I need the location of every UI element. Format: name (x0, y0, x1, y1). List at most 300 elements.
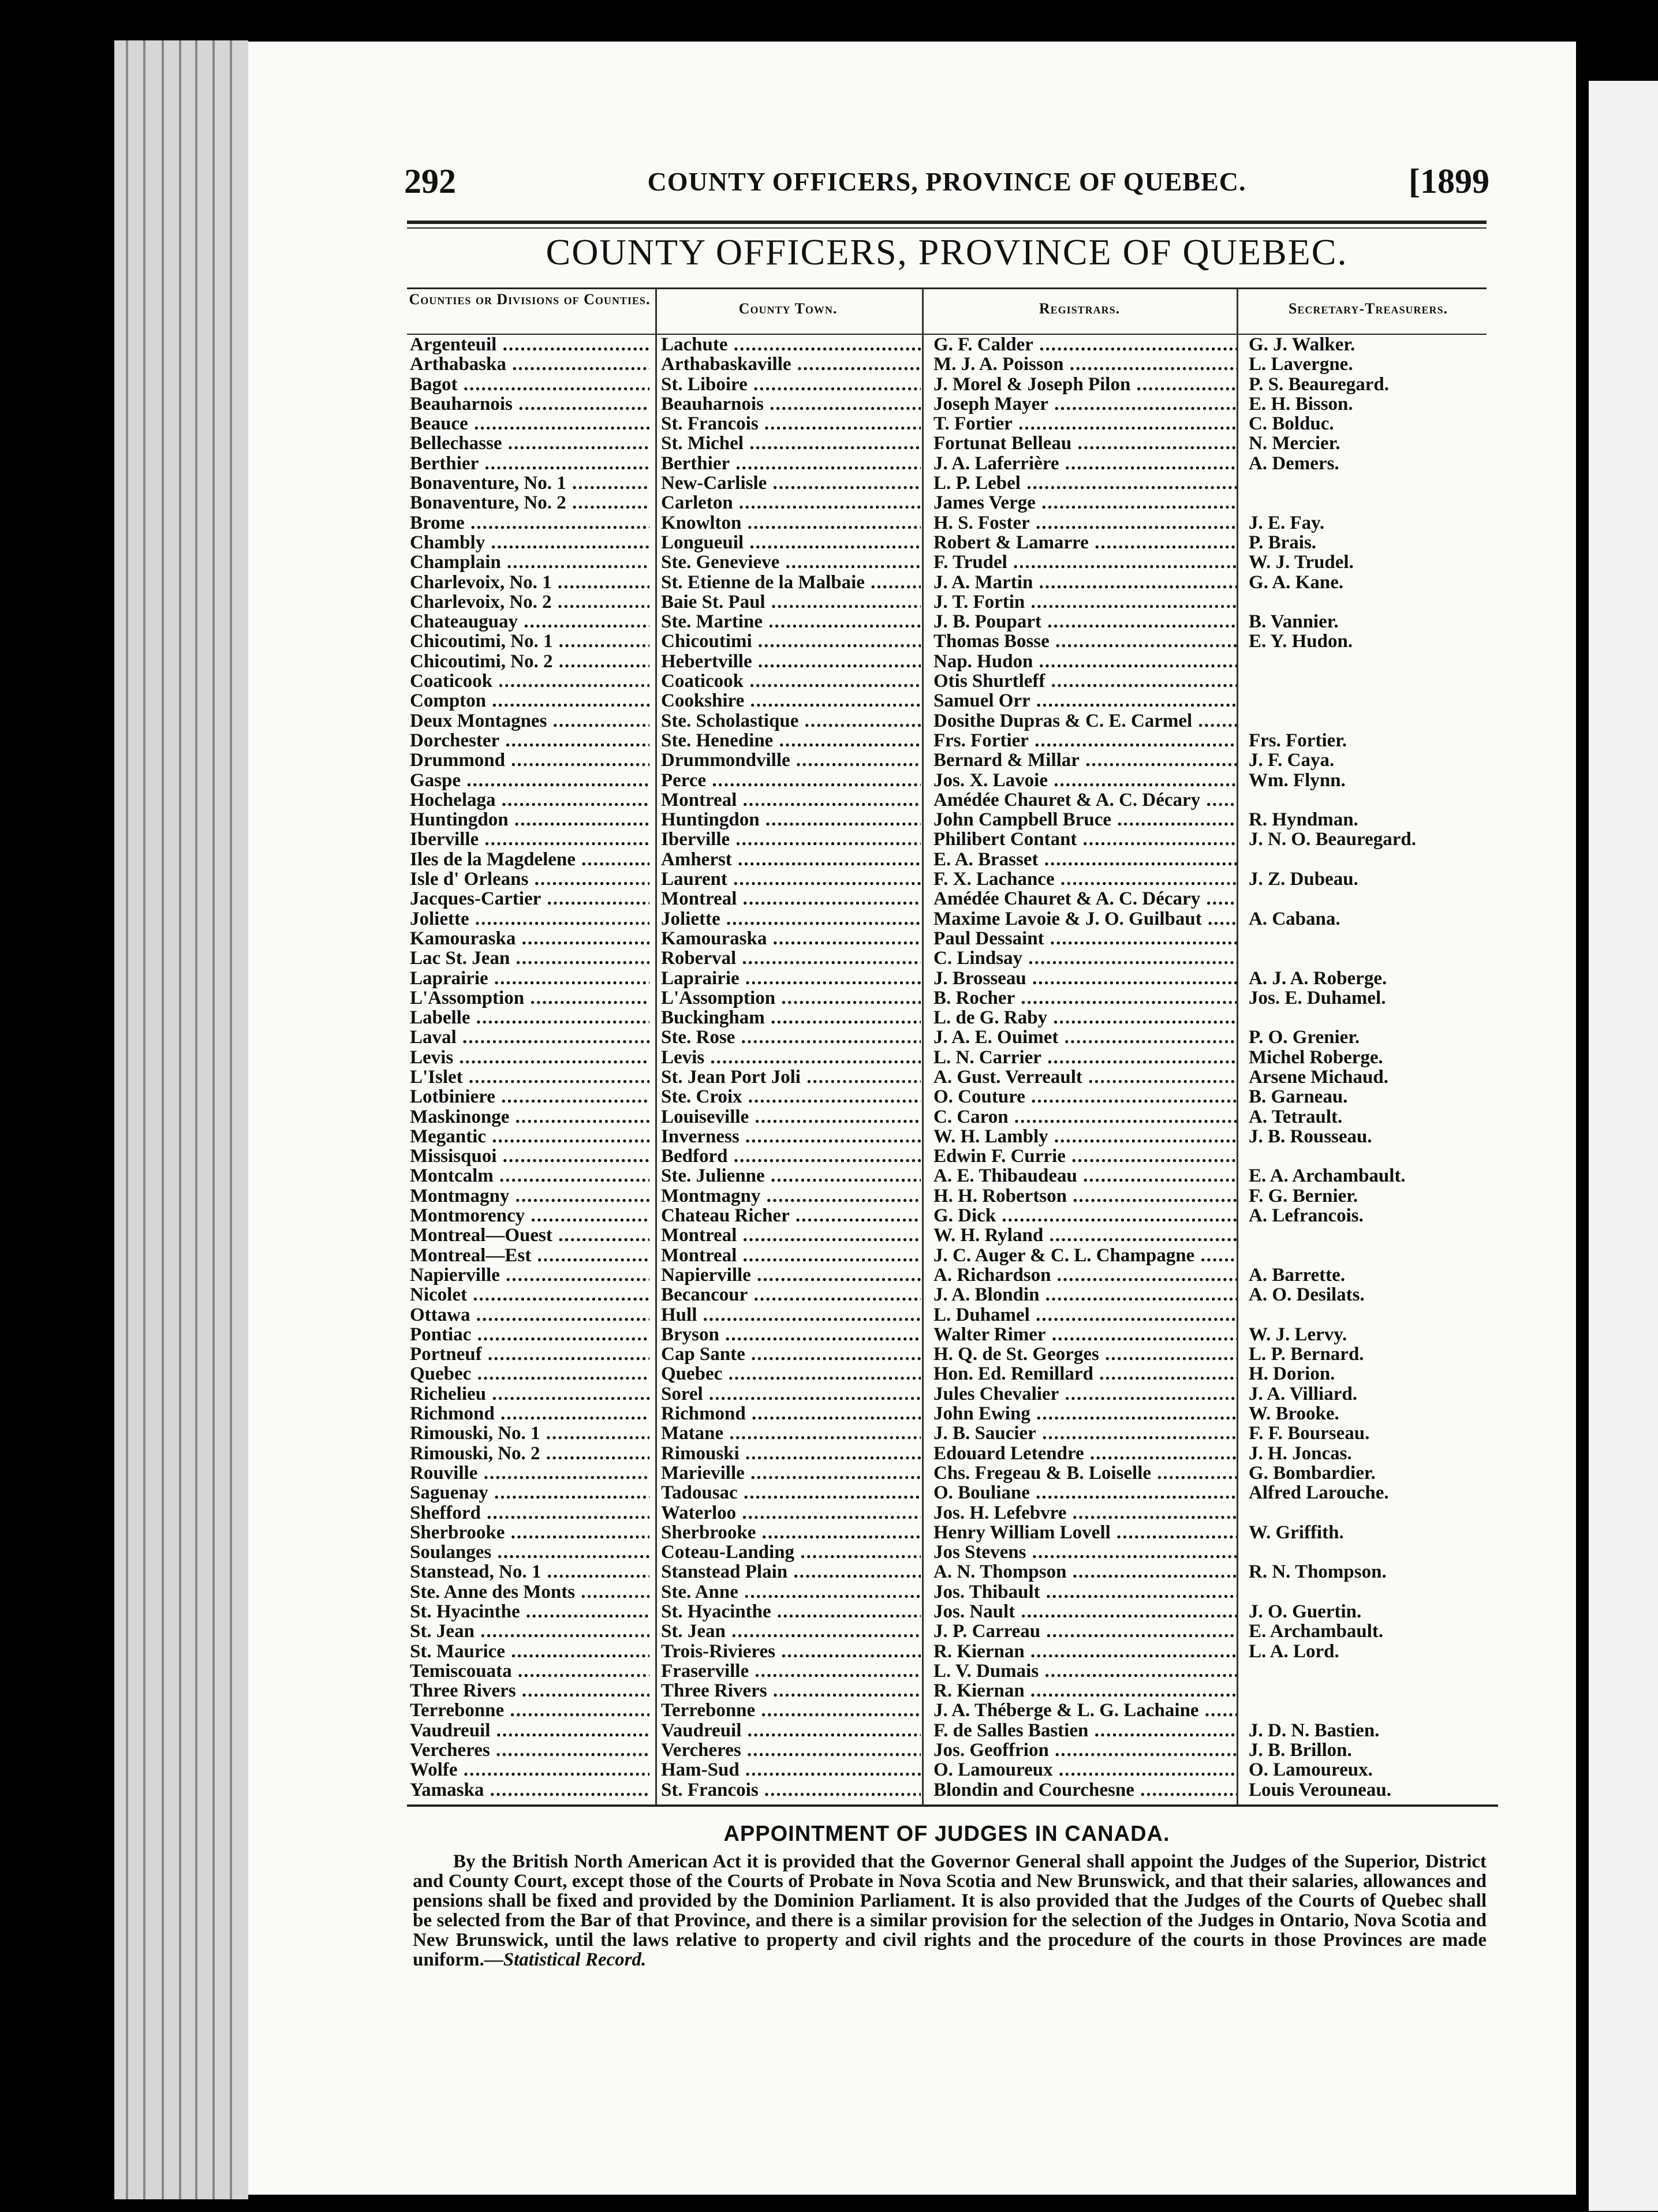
county-town: Ste. Julienne ..... (661, 1166, 921, 1186)
registrar-name: Jos. Nault ..... (933, 1602, 1237, 1621)
county-name: Joliette ..... (410, 909, 649, 929)
county-town: Three Rivers ..... (661, 1681, 921, 1701)
treasurer-name: E. Y. Hudon. (1249, 632, 1353, 652)
treasurer-name: Arsene Michaud. (1249, 1067, 1388, 1087)
table-row (407, 671, 1498, 691)
county-name: Kamouraska ..... (410, 929, 649, 948)
treasurer-name: W. J. Trudel. (1249, 552, 1354, 573)
registrar-name: C. Caron ..... (933, 1107, 1237, 1127)
county-name: Rimouski, No. 1 ..... (410, 1423, 649, 1443)
treasurer-name: J. Z. Dubeau. (1249, 869, 1358, 890)
registrar-name: Jos. H. Lefebvre ..... (933, 1503, 1237, 1523)
registrar-name: Paul Dessaint ..... (933, 929, 1237, 948)
registrar-name: J. A. Théberge & L. G. Lachaine ..... (933, 1701, 1237, 1720)
treasurer-name: G. Bombardier. (1249, 1463, 1376, 1483)
county-town: Waterloo ..... (661, 1503, 921, 1523)
county-town: Iberville ..... (661, 830, 921, 849)
county-town: St. Etienne de la Malbaie ..... (661, 573, 921, 592)
treasurer-name: Frs. Fortier. (1249, 730, 1347, 750)
registrar-name: J. Brosseau ..... (933, 969, 1237, 988)
column-header-registrar: Registrars. (1039, 300, 1121, 317)
treasurer-name: E. A. Archambault. (1249, 1166, 1406, 1186)
county-name: L'Islet ..... (410, 1067, 649, 1087)
treasurer-name: Jos. E. Duhamel. (1249, 988, 1386, 1008)
county-name: Portneuf ..... (410, 1344, 649, 1364)
table-row (407, 1701, 1498, 1720)
county-name: Chambly ..... (410, 533, 649, 552)
treasurer-name: A. J. A. Roberge. (1249, 968, 1387, 988)
registrar-name: J. C. Auger & C. L. Champagne ..... (933, 1246, 1237, 1265)
county-name: Huntingdon ..... (410, 810, 649, 830)
county-name: Levis ..... (410, 1048, 649, 1067)
table-row (407, 1602, 1498, 1621)
county-town: Stanstead Plain ..... (661, 1562, 921, 1582)
county-name: Montcalm ..... (410, 1166, 649, 1186)
registrar-name: Jos Stevens ..... (933, 1542, 1237, 1562)
county-town: Louiseville ..... (661, 1107, 921, 1127)
county-town: Vercheres ..... (661, 1740, 921, 1760)
county-town: Coaticook ..... (661, 671, 921, 691)
county-town: Trois-Rivieres ..... (661, 1642, 921, 1661)
registrar-name: H. Q. de St. Georges ..... (933, 1344, 1237, 1364)
table-row (407, 1305, 1498, 1325)
treasurer-name: G. A. Kane. (1249, 572, 1344, 592)
registrar-name: H. H. Robertson ..... (933, 1186, 1237, 1206)
treasurer-name: J. H. Joncas. (1249, 1443, 1352, 1463)
county-name: Rouville ..... (410, 1463, 649, 1483)
registrar-name: Amédée Chauret & A. C. Décary ..... (933, 889, 1237, 909)
county-town: Roberval ..... (661, 948, 921, 968)
registrar-name: F. X. Lachance ..... (933, 869, 1237, 889)
table-row (407, 909, 1498, 929)
table-row (407, 771, 1498, 790)
county-town: Chateau Richer ..... (661, 1206, 921, 1225)
table-row (407, 988, 1498, 1008)
table-row (407, 1186, 1498, 1206)
table-row (407, 414, 1498, 434)
column-header-town: County Town. (738, 300, 838, 317)
registrar-name: J. Morel & Joseph Pilon ..... (933, 375, 1237, 394)
county-name: St. Hyacinthe ..... (410, 1602, 649, 1621)
county-town: St. Hyacinthe ..... (661, 1602, 921, 1621)
table-row (407, 473, 1498, 493)
county-name: St. Jean ..... (410, 1621, 649, 1641)
county-name: Beauce ..... (410, 414, 649, 434)
county-town: Quebec ..... (661, 1364, 921, 1384)
registrar-name: R. Kiernan ..... (933, 1681, 1237, 1701)
table-row (407, 1760, 1498, 1780)
registrar-name: Maxime Lavoie & J. O. Guilbaut ..... (933, 909, 1237, 929)
treasurer-name: O. Lamoureux. (1249, 1760, 1373, 1780)
registrar-name: L. V. Dumais ..... (933, 1661, 1237, 1681)
county-name: Champlain ..... (410, 552, 649, 572)
county-name: Bonaventure, No. 1 ..... (410, 473, 649, 493)
county-name: Missisquoi ..... (410, 1146, 649, 1166)
table-row (407, 612, 1498, 632)
treasurer-name: L. Lavergne. (1249, 354, 1353, 375)
county-town: St. Francois ..... (661, 414, 921, 434)
year-label: [1899 (1409, 162, 1489, 200)
registrar-name: A. E. Thibaudeau ..... (933, 1166, 1237, 1186)
table-row (407, 1523, 1498, 1542)
table-row (407, 1087, 1498, 1107)
county-town: Montreal ..... (661, 889, 921, 909)
registrar-name: W. H. Lambly ..... (933, 1127, 1237, 1146)
county-name: Charlevoix, No. 1 ..... (410, 573, 649, 592)
county-name: Lotbiniere ..... (410, 1087, 649, 1107)
county-name: Montreal—Est ..... (410, 1246, 649, 1265)
header-rule-thin (407, 227, 1487, 229)
county-name: Nicolet ..... (410, 1285, 649, 1305)
county-town: Ste. Martine ..... (661, 612, 921, 632)
treasurer-name: Alfred Larouche. (1249, 1483, 1389, 1503)
county-town: Laprairie ..... (661, 969, 921, 988)
treasurer-name: J. A. Villiard. (1249, 1384, 1357, 1404)
table-row (407, 889, 1498, 909)
table-row (407, 1483, 1498, 1503)
table-row (407, 790, 1498, 810)
county-town: Matane ..... (661, 1423, 921, 1443)
section-title: APPOINTMENT OF JUDGES IN CANADA. (723, 1822, 1170, 1846)
treasurer-name: F. G. Bernier. (1249, 1186, 1358, 1206)
registrar-name: G. Dick ..... (933, 1206, 1237, 1225)
county-name: Montmorency ..... (410, 1206, 649, 1225)
county-name: Saguenay ..... (410, 1483, 649, 1503)
treasurer-name: P. S. Beauregard. (1249, 374, 1389, 394)
registrar-name: Hon. Ed. Remillard ..... (933, 1364, 1237, 1384)
registrar-name: B. Rocher ..... (933, 988, 1237, 1008)
county-town: Ste. Rose ..... (661, 1027, 921, 1047)
county-town: Ham-Sud ..... (661, 1760, 921, 1780)
county-name: Montreal—Ouest ..... (410, 1225, 649, 1245)
county-town: Vaudreuil ..... (661, 1721, 921, 1740)
table-row (407, 929, 1498, 948)
county-town: Fraserville ..... (661, 1661, 921, 1681)
county-town: Ste. Henedine ..... (661, 731, 921, 750)
table-row (407, 1423, 1498, 1443)
table-row (407, 750, 1498, 770)
county-town: L'Assomption ..... (661, 988, 921, 1008)
registrar-name: L. de G. Raby ..... (933, 1008, 1237, 1027)
registrar-name: Dosithe Dupras & C. E. Carmel ..... (933, 711, 1237, 731)
county-name: Drummond ..... (410, 750, 649, 770)
treasurer-name: W. Brooke. (1249, 1404, 1339, 1424)
county-town: Huntingdon ..... (661, 810, 921, 830)
registrar-name: Edouard Letendre ..... (933, 1444, 1237, 1463)
treasurer-name: A. Cabana. (1249, 909, 1340, 929)
table-row (407, 394, 1498, 414)
county-name: Montmagny ..... (410, 1186, 649, 1206)
treasurer-name: J. F. Caya. (1249, 750, 1335, 771)
table-row (407, 1681, 1498, 1701)
treasurer-name: W. Griffith. (1249, 1522, 1344, 1542)
registrar-name: J. B. Poupart ..... (933, 612, 1237, 632)
county-town: Ste. Croix ..... (661, 1087, 921, 1107)
county-name: Vaudreuil ..... (410, 1721, 649, 1740)
county-town: Sherbrooke ..... (661, 1523, 921, 1542)
county-name: Bellechasse ..... (410, 434, 649, 453)
county-name: Isle d' Orleans ..... (410, 869, 649, 889)
county-name: Beauharnois ..... (410, 394, 649, 414)
county-town: Ste. Scholastique ..... (661, 711, 921, 731)
registrar-name: Walter Rimer ..... (933, 1325, 1237, 1344)
table-row (407, 454, 1498, 473)
county-town: Cookshire ..... (661, 691, 921, 711)
registrar-name: R. Kiernan ..... (933, 1642, 1237, 1661)
county-town: Hull ..... (661, 1305, 921, 1325)
column-header-county: Counties or Divisions of Counties. (409, 291, 651, 308)
table-row (407, 1146, 1498, 1166)
treasurer-name: J. E. Fay. (1249, 513, 1325, 533)
treasurer-name: E. H. Bisson. (1249, 394, 1353, 414)
table-row (407, 731, 1498, 750)
county-name: Chicoutimi, No. 1 ..... (410, 632, 649, 651)
county-name: Sherbrooke ..... (410, 1523, 649, 1542)
county-name: Ottawa ..... (410, 1305, 649, 1325)
county-name: Maskinonge ..... (410, 1107, 649, 1127)
county-name: St. Maurice ..... (410, 1642, 649, 1661)
treasurer-name: R. N. Thompson. (1249, 1562, 1387, 1582)
county-town: Arthabaskaville ..... (661, 354, 921, 374)
table-row (407, 1008, 1498, 1027)
page-number: 292 (404, 162, 456, 200)
table-row (407, 1067, 1498, 1087)
table-row (407, 1562, 1498, 1582)
county-name: Iberville ..... (410, 830, 649, 849)
registrar-name: J. A. Laferrière ..... (933, 454, 1237, 473)
treasurer-name: Louis Verouneau. (1249, 1780, 1391, 1800)
table-row (407, 850, 1498, 869)
registrar-name: E. A. Brasset ..... (933, 850, 1237, 869)
treasurer-name: Wm. Flynn. (1249, 770, 1346, 790)
county-name: Terrebonne ..... (410, 1701, 649, 1720)
registrar-name: Jos. Geoffrion ..... (933, 1740, 1237, 1760)
county-name: Arthabaska ..... (410, 354, 649, 374)
running-header (404, 162, 1489, 208)
table-row (407, 1503, 1498, 1523)
county-name: Megantic ..... (410, 1127, 649, 1146)
county-name: Gaspe ..... (410, 771, 649, 790)
table-row (407, 1027, 1498, 1047)
registrar-name: L. N. Carrier ..... (933, 1048, 1237, 1067)
registrar-name: James Verge ..... (933, 493, 1237, 513)
county-town: Inverness ..... (661, 1127, 921, 1146)
county-name: Dorchester ..... (410, 731, 649, 750)
table-row (407, 1404, 1498, 1423)
county-town: St. Liboire ..... (661, 375, 921, 394)
registrar-name: Henry William Lovell ..... (933, 1523, 1237, 1542)
county-name: Compton ..... (410, 691, 649, 711)
treasurer-name: F. F. Bourseau. (1249, 1423, 1370, 1444)
registrar-name: G. F. Calder ..... (933, 335, 1237, 354)
registrar-name: Blondin and Courchesne ..... (933, 1780, 1237, 1800)
registrar-name: L. P. Lebel ..... (933, 473, 1237, 493)
table-row (407, 1048, 1498, 1067)
county-name: Labelle ..... (410, 1008, 649, 1027)
registrar-name: J. A. Martin ..... (933, 573, 1237, 592)
county-town: Bedford ..... (661, 1146, 921, 1166)
table-row (407, 533, 1498, 552)
table-top-rule (407, 287, 1487, 289)
section-paragraph (413, 1852, 1487, 1970)
table-row (407, 1206, 1498, 1225)
table-row (407, 1444, 1498, 1463)
county-town: Becancour ..... (661, 1285, 921, 1305)
registrar-name: J. T. Fortin ..... (933, 592, 1237, 612)
county-name: Wolfe ..... (410, 1760, 649, 1780)
treasurer-name: L. A. Lord. (1249, 1641, 1339, 1661)
county-town: Joliette ..... (661, 909, 921, 929)
table-row (407, 552, 1498, 572)
table-row (407, 1127, 1498, 1146)
registrar-name: Bernard & Millar ..... (933, 750, 1237, 770)
county-name: Hochelaga ..... (410, 790, 649, 810)
table-row (407, 1463, 1498, 1483)
county-town: Baie St. Paul ..... (661, 592, 921, 612)
county-town: Perce ..... (661, 771, 921, 790)
officers-table (407, 335, 1498, 1800)
table-row (407, 375, 1498, 394)
treasurer-name: A. O. Desilats. (1249, 1285, 1365, 1305)
table-row (407, 1582, 1498, 1602)
registrar-name: Jules Chevalier ..... (933, 1384, 1237, 1404)
county-name: Deux Montagnes ..... (410, 711, 649, 731)
registrar-name: Robert & Lamarre ..... (933, 533, 1237, 552)
county-name: Iles de la Magdelene ..... (410, 850, 649, 869)
page-title: COUNTY OFFICERS, PROVINCE OF QUEBEC. (546, 231, 1348, 272)
table-row (407, 1265, 1498, 1285)
county-town: St. Jean ..... (661, 1621, 921, 1641)
running-title: COUNTY OFFICERS, PROVINCE OF QUEBEC. (647, 167, 1246, 196)
registrar-name: A. Gust. Verreault ..... (933, 1067, 1237, 1087)
county-town: St. Michel ..... (661, 434, 921, 453)
table-row (407, 652, 1498, 671)
county-name: Temiscouata ..... (410, 1661, 649, 1681)
county-town: Montmagny ..... (661, 1186, 921, 1206)
county-name: Coaticook ..... (410, 671, 649, 691)
treasurer-name: H. Dorion. (1249, 1364, 1335, 1384)
county-town: Coteau-Landing ..... (661, 1542, 921, 1562)
county-town: Marieville ..... (661, 1463, 921, 1483)
county-town: Napierville ..... (661, 1265, 921, 1285)
table-row (407, 1285, 1498, 1305)
county-town: Terrebonne ..... (661, 1701, 921, 1720)
county-name: Jacques-Cartier ..... (410, 889, 649, 909)
book-page-edges (114, 40, 248, 2199)
table-row (407, 1364, 1498, 1384)
table-row (407, 1325, 1498, 1344)
county-town: Longueuil ..... (661, 533, 921, 552)
table-row (407, 948, 1498, 968)
table-row (407, 969, 1498, 988)
table-row (407, 434, 1498, 453)
table-row (407, 493, 1498, 513)
table-row (407, 573, 1498, 592)
treasurer-name: A. Lefrancois. (1249, 1206, 1364, 1226)
registrar-name: John Campbell Bruce ..... (933, 810, 1237, 830)
treasurer-name: A. Tetrault. (1249, 1107, 1343, 1127)
table-row (407, 1780, 1498, 1800)
registrar-name: Fortunat Belleau ..... (933, 434, 1237, 453)
registrar-name: Otis Shurtleff ..... (933, 671, 1237, 691)
county-town: Carleton ..... (661, 493, 921, 513)
registrar-name: W. H. Ryland ..... (933, 1225, 1237, 1245)
table-row (407, 335, 1498, 354)
table-row (407, 830, 1498, 849)
treasurer-name: A. Barrette. (1249, 1265, 1346, 1285)
county-name: Soulanges ..... (410, 1542, 649, 1562)
registrar-name: O. Couture ..... (933, 1087, 1237, 1107)
table-row (407, 1740, 1498, 1760)
treasurer-name: G. J. Walker. (1249, 335, 1355, 354)
table-row (407, 1642, 1498, 1661)
county-name: Ste. Anne des Monts ..... (410, 1582, 649, 1602)
table-bottom-rule (407, 1804, 1498, 1807)
county-town: Kamouraska ..... (661, 929, 921, 948)
treasurer-name: J. O. Guertin. (1249, 1602, 1362, 1621)
county-town: Laurent ..... (661, 869, 921, 889)
county-town: Montreal ..... (661, 1246, 921, 1265)
registrar-name: Jos. Thibault ..... (933, 1582, 1237, 1602)
treasurer-name: P. Brais. (1249, 532, 1317, 552)
registrar-name: M. J. A. Poisson ..... (933, 354, 1237, 374)
county-name: Pontiac ..... (410, 1325, 649, 1344)
treasurer-name: E. Archambault. (1249, 1621, 1384, 1642)
registrar-name: Frs. Fortier ..... (933, 731, 1237, 750)
table-row (407, 1621, 1498, 1641)
county-name: Berthier ..... (410, 454, 649, 473)
facing-page-edge (1589, 81, 1658, 2211)
county-name: Rimouski, No. 2 ..... (410, 1444, 649, 1463)
registrar-name: J. P. Carreau ..... (933, 1621, 1237, 1641)
table-row (407, 354, 1498, 374)
county-name: Stanstead, No. 1 ..... (410, 1562, 649, 1582)
registrar-name: O. Lamoureux ..... (933, 1760, 1237, 1780)
registrar-name: Jos. X. Lavoie ..... (933, 771, 1237, 790)
table-row (407, 1344, 1498, 1364)
registrar-name: John Ewing ..... (933, 1404, 1237, 1423)
paragraph-text: By the British North American Act it is provided that the Governor General shall appoint the Judges of the Superior, District and County Court, except those of the Courts of Probate in Nova Scotia and New Brunswick, and that their salaries, allowances and pensions shall be fixed and provided by the Dominion Parliament. It is also provided that the Judges of the Courts of Quebec shall be selected from the Bar of that Province, and there is a similar provision for the selection of the Judges in Ontario, Nova Scotia and New Brunswick, until the laws relative to property and civil rights and the procedure of the courts in those Provinces are made uniform.— (413, 1851, 1487, 1970)
treasurer-name: B. Vannier. (1249, 612, 1339, 632)
table-row (407, 1542, 1498, 1562)
registrar-name: Joseph Mayer ..... (933, 394, 1237, 414)
header-rule (407, 221, 1487, 224)
county-town: Bryson ..... (661, 1325, 921, 1344)
table-row (407, 513, 1498, 533)
county-name: Charlevoix, No. 2 ..... (410, 592, 649, 612)
county-town: Amherst ..... (661, 850, 921, 869)
treasurer-name: A. Demers. (1249, 453, 1339, 473)
registrar-name: A. N. Thompson ..... (933, 1562, 1237, 1582)
registrar-name: Chs. Fregeau & B. Loiselle ..... (933, 1463, 1237, 1483)
county-town: Richmond ..... (661, 1404, 921, 1423)
county-town: Montreal ..... (661, 790, 921, 810)
county-town: Lachute ..... (661, 335, 921, 354)
table-row (407, 1166, 1498, 1186)
county-town: Hebertville ..... (661, 652, 921, 671)
treasurer-name: W. J. Lervy. (1249, 1324, 1347, 1344)
county-name: Richelieu ..... (410, 1384, 649, 1404)
county-name: Vercheres ..... (410, 1740, 649, 1760)
registrar-name: Philibert Contant ..... (933, 830, 1237, 849)
county-town: Cap Sante ..... (661, 1344, 921, 1364)
registrar-name: C. Lindsay ..... (933, 948, 1237, 968)
county-town: Buckingham ..... (661, 1008, 921, 1027)
citation: Statistical Record. (503, 1949, 647, 1970)
county-town: Beauharnois ..... (661, 394, 921, 414)
column-header-treasurer: Secretary-Treasurers. (1288, 300, 1448, 317)
table-row (407, 869, 1498, 889)
